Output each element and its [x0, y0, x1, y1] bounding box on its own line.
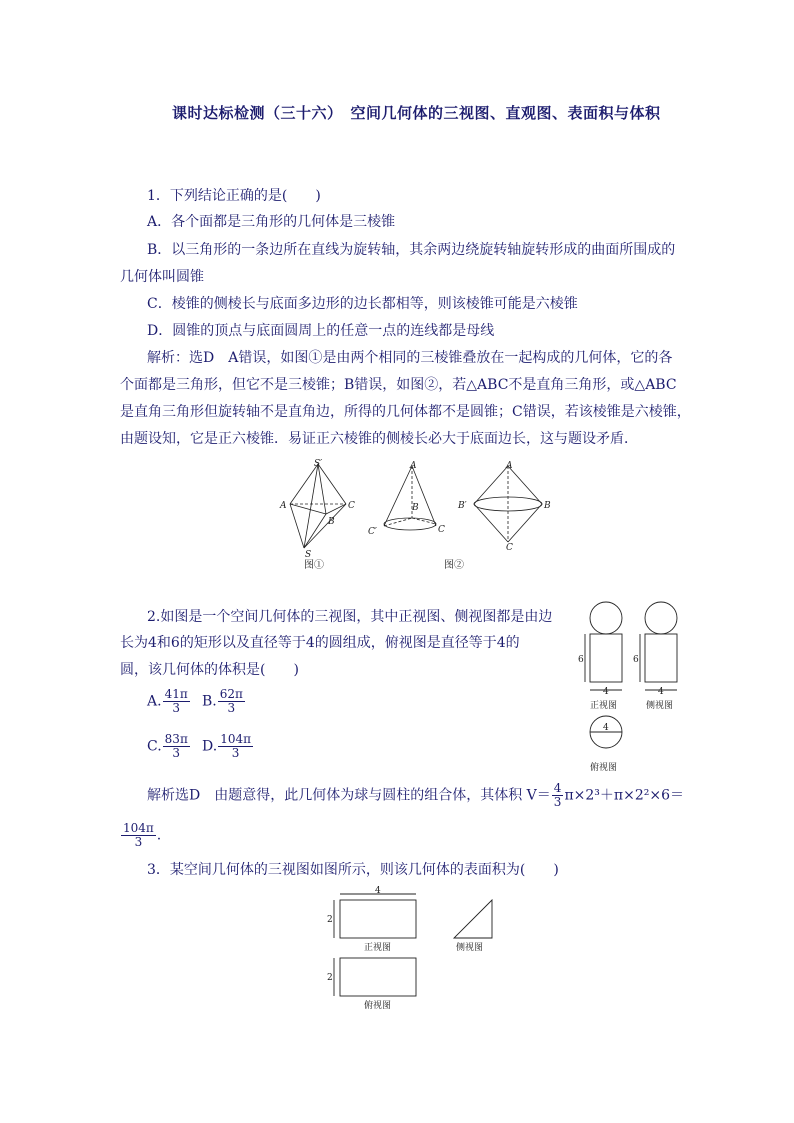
figure-2-caption: 图②: [444, 560, 464, 571]
q2-option-c: C. $\frac{83\pi}{3}$: [147, 732, 188, 760]
q1-option-b-line2: 几何体叫圆锥: [120, 269, 204, 285]
q3-three-view-figure: [326, 884, 506, 1014]
fig1-label-b: B: [328, 517, 335, 527]
q2-three-view-figure: [576, 596, 696, 776]
q2-stem-line2: 长为4和6的矩形以及直径等于4的圆组成，俯视图是直径等于4的: [120, 635, 520, 651]
q1-option-b-line1: B．以三角形的一条边所在直线为旋转轴，其余两边绕旋转轴旋转形成的曲面所围成的: [147, 242, 676, 258]
q1-option-d: D．圆锥的顶点与底面圆周上的任意一点的连线都是母线: [147, 323, 495, 339]
q2-front-height-label: 6: [578, 655, 584, 665]
q2-top-view-label: 俯视图: [590, 763, 618, 773]
q1-option-a: A．各个面都是三角形的几何体是三棱锥: [147, 214, 396, 230]
fig1-label-s: S: [305, 550, 312, 558]
q2-side-width-label: 4: [658, 687, 664, 697]
fig1-label-c: C: [348, 501, 355, 511]
fig1-label-s-prime: S′: [314, 459, 323, 469]
q2-option-d: D. $\frac{104\pi}{3}$: [202, 732, 251, 760]
figure-2-cone: [366, 458, 446, 542]
q2-solution-line2: $\frac{104\pi}{3}$ .: [123, 821, 162, 849]
fig2-label-c: C: [438, 525, 445, 535]
fig2-label-b: B: [412, 503, 419, 513]
q2-side-view-label: 侧视图: [646, 701, 674, 711]
q1-solution-line3: 是直角三角形但旋转轴不是直角边，所得的几何体都不是圆锥；C错误，若该棱锥是六棱锥，: [120, 404, 691, 420]
q3-top-height-label: 2: [327, 973, 333, 983]
figure-1-double-pyramid: [276, 458, 366, 558]
fig2-label-a: A: [410, 461, 417, 471]
q3-front-height-label: 2: [327, 915, 333, 925]
fig2b-label-a: A: [506, 461, 513, 471]
q1-solution-line4: 由题设知，它是正六棱锥．易证正六棱锥的侧棱长必大于底面边长，这与题设矛盾．: [120, 431, 638, 447]
q2-stem-line1: 2.如图是一个空间几何体的三视图，其中正视图、侧视图都是由边: [147, 609, 553, 625]
q3-side-view-label: 侧视图: [456, 943, 484, 953]
q2-front-width-label: 4: [603, 687, 609, 697]
fig1-label-a: A: [280, 501, 287, 511]
q1-stem: 1．下列结论正确的是( ): [147, 188, 321, 204]
q3-stem: 3．某空间几何体的三视图如图所示，则该几何体的表面积为( ): [147, 862, 559, 878]
fig2b-label-c: C: [506, 543, 513, 550]
q2-stem-line3: 圆，该几何体的体积是( ): [120, 662, 299, 678]
figure-2-double-cone: [456, 458, 556, 550]
q2-front-view-label: 正视图: [590, 701, 618, 711]
figure-1-caption: 图①: [304, 560, 324, 571]
q2-top-diameter-label: 4: [603, 723, 609, 733]
page-title: 课时达标检测（三十六） 空间几何体的三视图、直观图、表面积与体积: [172, 104, 661, 122]
q3-top-view-label: 俯视图: [364, 1001, 392, 1011]
q3-front-view-label: 正视图: [364, 943, 392, 953]
fig2b-label-b: B: [544, 501, 551, 511]
q2-solution-line1: 解析选D 由题意得，此几何体为球与圆柱的组合体，其体积 V＝ $\frac{4}{3}$ π×2³＋π×2²×6＝: [147, 781, 684, 809]
q3-front-width-label: 4: [375, 886, 381, 896]
fig2-label-c-prime: C′: [368, 527, 377, 537]
q2-option-b: B. $\frac{62\pi}{3}$: [202, 687, 243, 715]
fig2b-label-b-prime: B′: [458, 501, 467, 511]
q1-option-c: C．棱锥的侧棱长与底面多边形的边长都相等，则该棱锥可能是六棱锥: [147, 296, 578, 312]
q2-side-height-label: 6: [633, 655, 639, 665]
q1-solution-line1: 解析：选D A错误，如图①是由两个相同的三棱锥叠放在一起构成的几何体，它的各: [147, 350, 673, 366]
q1-solution-line2: 个面都是三角形，但它不是三棱锥；B错误，如图②，若△ABC不是直角三角形，或△ABC: [120, 377, 677, 393]
q2-option-a: A. $\frac{41\pi}{3}$: [147, 687, 188, 715]
